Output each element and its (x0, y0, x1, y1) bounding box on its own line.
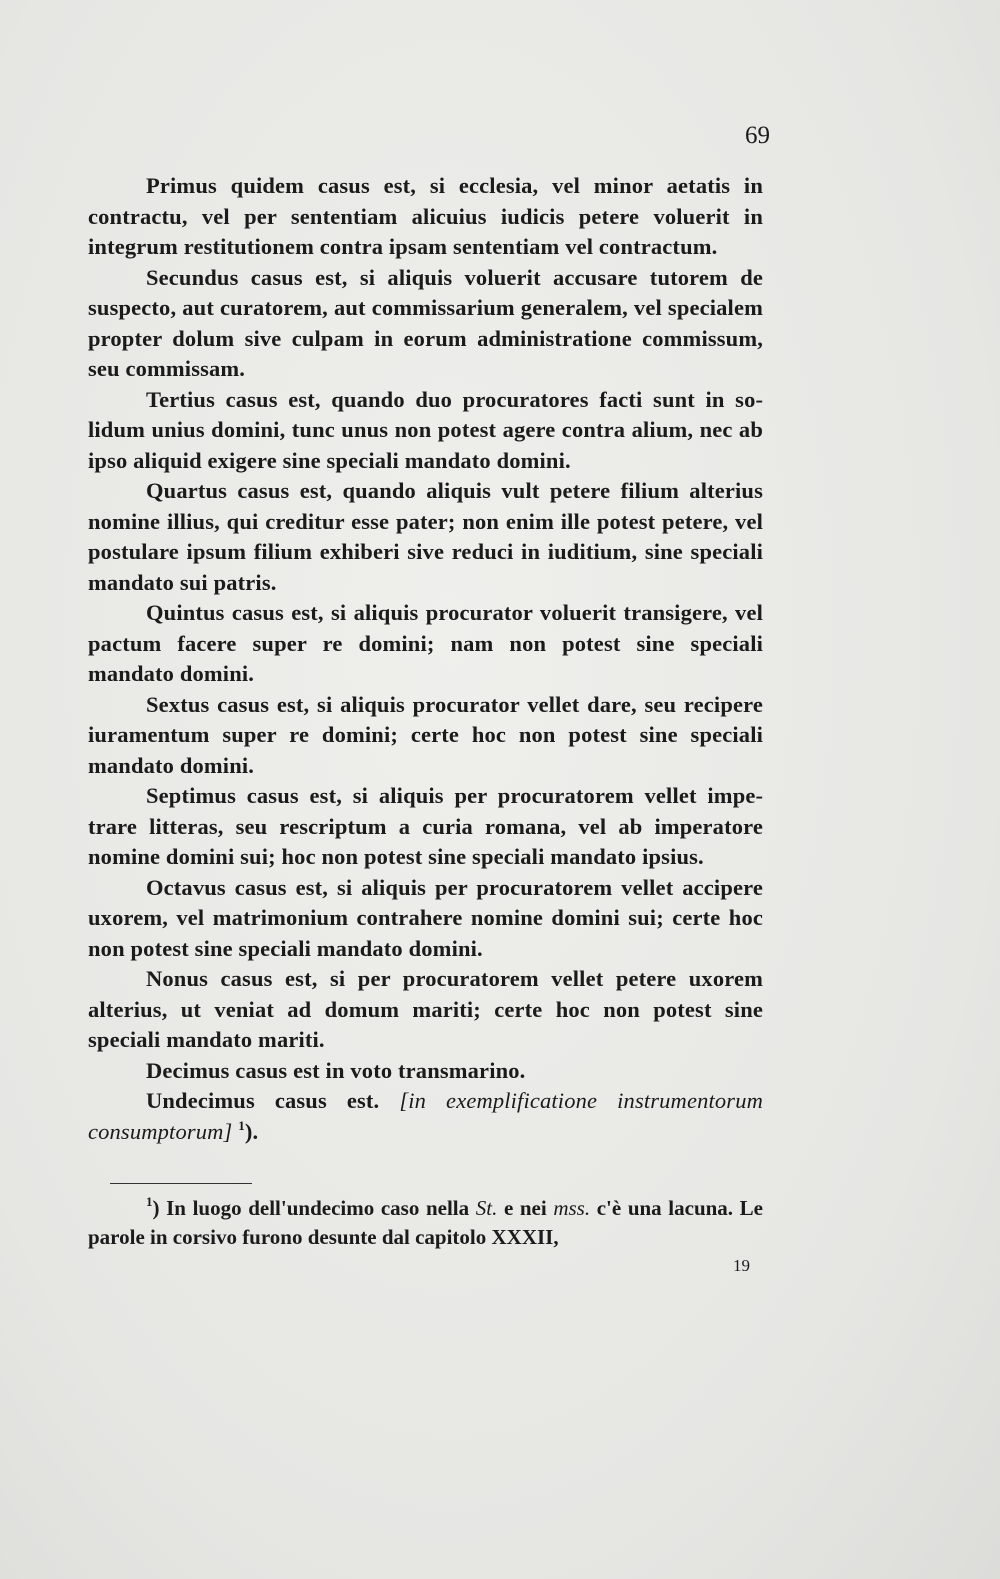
footnote-text-c: c'è una lacuna. Le parole in corsivo furono desunte dal capitolo XXXII, (88, 1196, 764, 1249)
undecimus-tail: ). (244, 1118, 259, 1144)
paragraph-octavus: Octavus casus est, si aliquis per procuratorem vellet accipere uxorem, vel matrimonium contrahere nomine domini sui; certe hoc non potest sine speciali mandato domini. (88, 874, 763, 961)
paragraph-nonus: Nonus casus est, si per procuratorem vellet petere uxorem alterius, ut veniat ad domum mariti; certe hoc non potest sine speciali mandato mariti. (88, 966, 763, 1052)
paragraph-undecimus (88, 1086, 763, 1147)
footnote-text-a: ) In luogo dell'undecimo caso nella (152, 1196, 476, 1220)
footnote (88, 1194, 763, 1252)
page-number: 69 (745, 122, 770, 149)
footnote-abbr-st: St. (475, 1196, 498, 1220)
paragraph-tertius: Tertius casus est, quando duo procuratores facti sunt in solidum unius domini, tunc unus non potest agere contra alium, nec ab ipso aliquid exigere sine speciali mandato domini. (88, 386, 763, 473)
paragraph-secundus: Secundus casus est, si aliquis voluerit accusare tutorem de suspecto, aut curatorem, aut commissarium generalem, vel specialem propter dolum sive culpam in eorum administratione commissum, seu commissam. (88, 264, 763, 381)
paragraph-decimus: Decimus casus est in voto transmarino. (146, 1057, 526, 1083)
footnote-marker: 1 (146, 1194, 153, 1209)
paragraph-primus: Primus quidem casus est, si ecclesia, vel minor aetatis in contractu, vel per sententiam alicuius iudicis petere voluerit in integrum restitutionem contra ipsam sententiam vel contractum. (88, 173, 763, 259)
undecimus-lead: Undecimus casus est. (146, 1088, 380, 1113)
footnote-separator (110, 1183, 252, 1184)
paragraph-septimus: Septimus casus est, si aliquis per procuratorem vellet impetrare litteras, seu rescriptum a curia romana, vel ab imperatore nomine domini sui; hoc non potest sine speciali mandato ipsius. (88, 783, 763, 869)
footnote-reference: 1 (238, 1117, 245, 1133)
signature-mark: 19 (733, 1256, 750, 1275)
footnote-text-b: e nei (497, 1196, 554, 1220)
undecimus-italic: [in exemplificatione instrumentorum consumptorum] (88, 1088, 763, 1144)
paragraph-quintus: Quintus casus est, si aliquis procurator voluerit transigere, vel pactum facere super re domini; nam non potest sine speciali mandato domini. (88, 600, 763, 686)
paragraph-quartus: Quartus casus est, quando aliquis vult petere filium alterius nomine illius, qui creditur esse pater; non enim ille potest petere, vel postulare ipsum filium exhiberi sive reduci in iuditium, sine speciali mandato sui patris. (88, 478, 763, 595)
paragraph-sextus: Sextus casus est, si aliquis procurator vellet dare, seu recipere iuramentum super re domini; certe hoc non potest sine speciali mandato domini. (88, 691, 763, 778)
footnote-abbr-mss: mss. (553, 1196, 591, 1220)
footnote-text (88, 1194, 763, 1252)
body-text (88, 171, 763, 1147)
